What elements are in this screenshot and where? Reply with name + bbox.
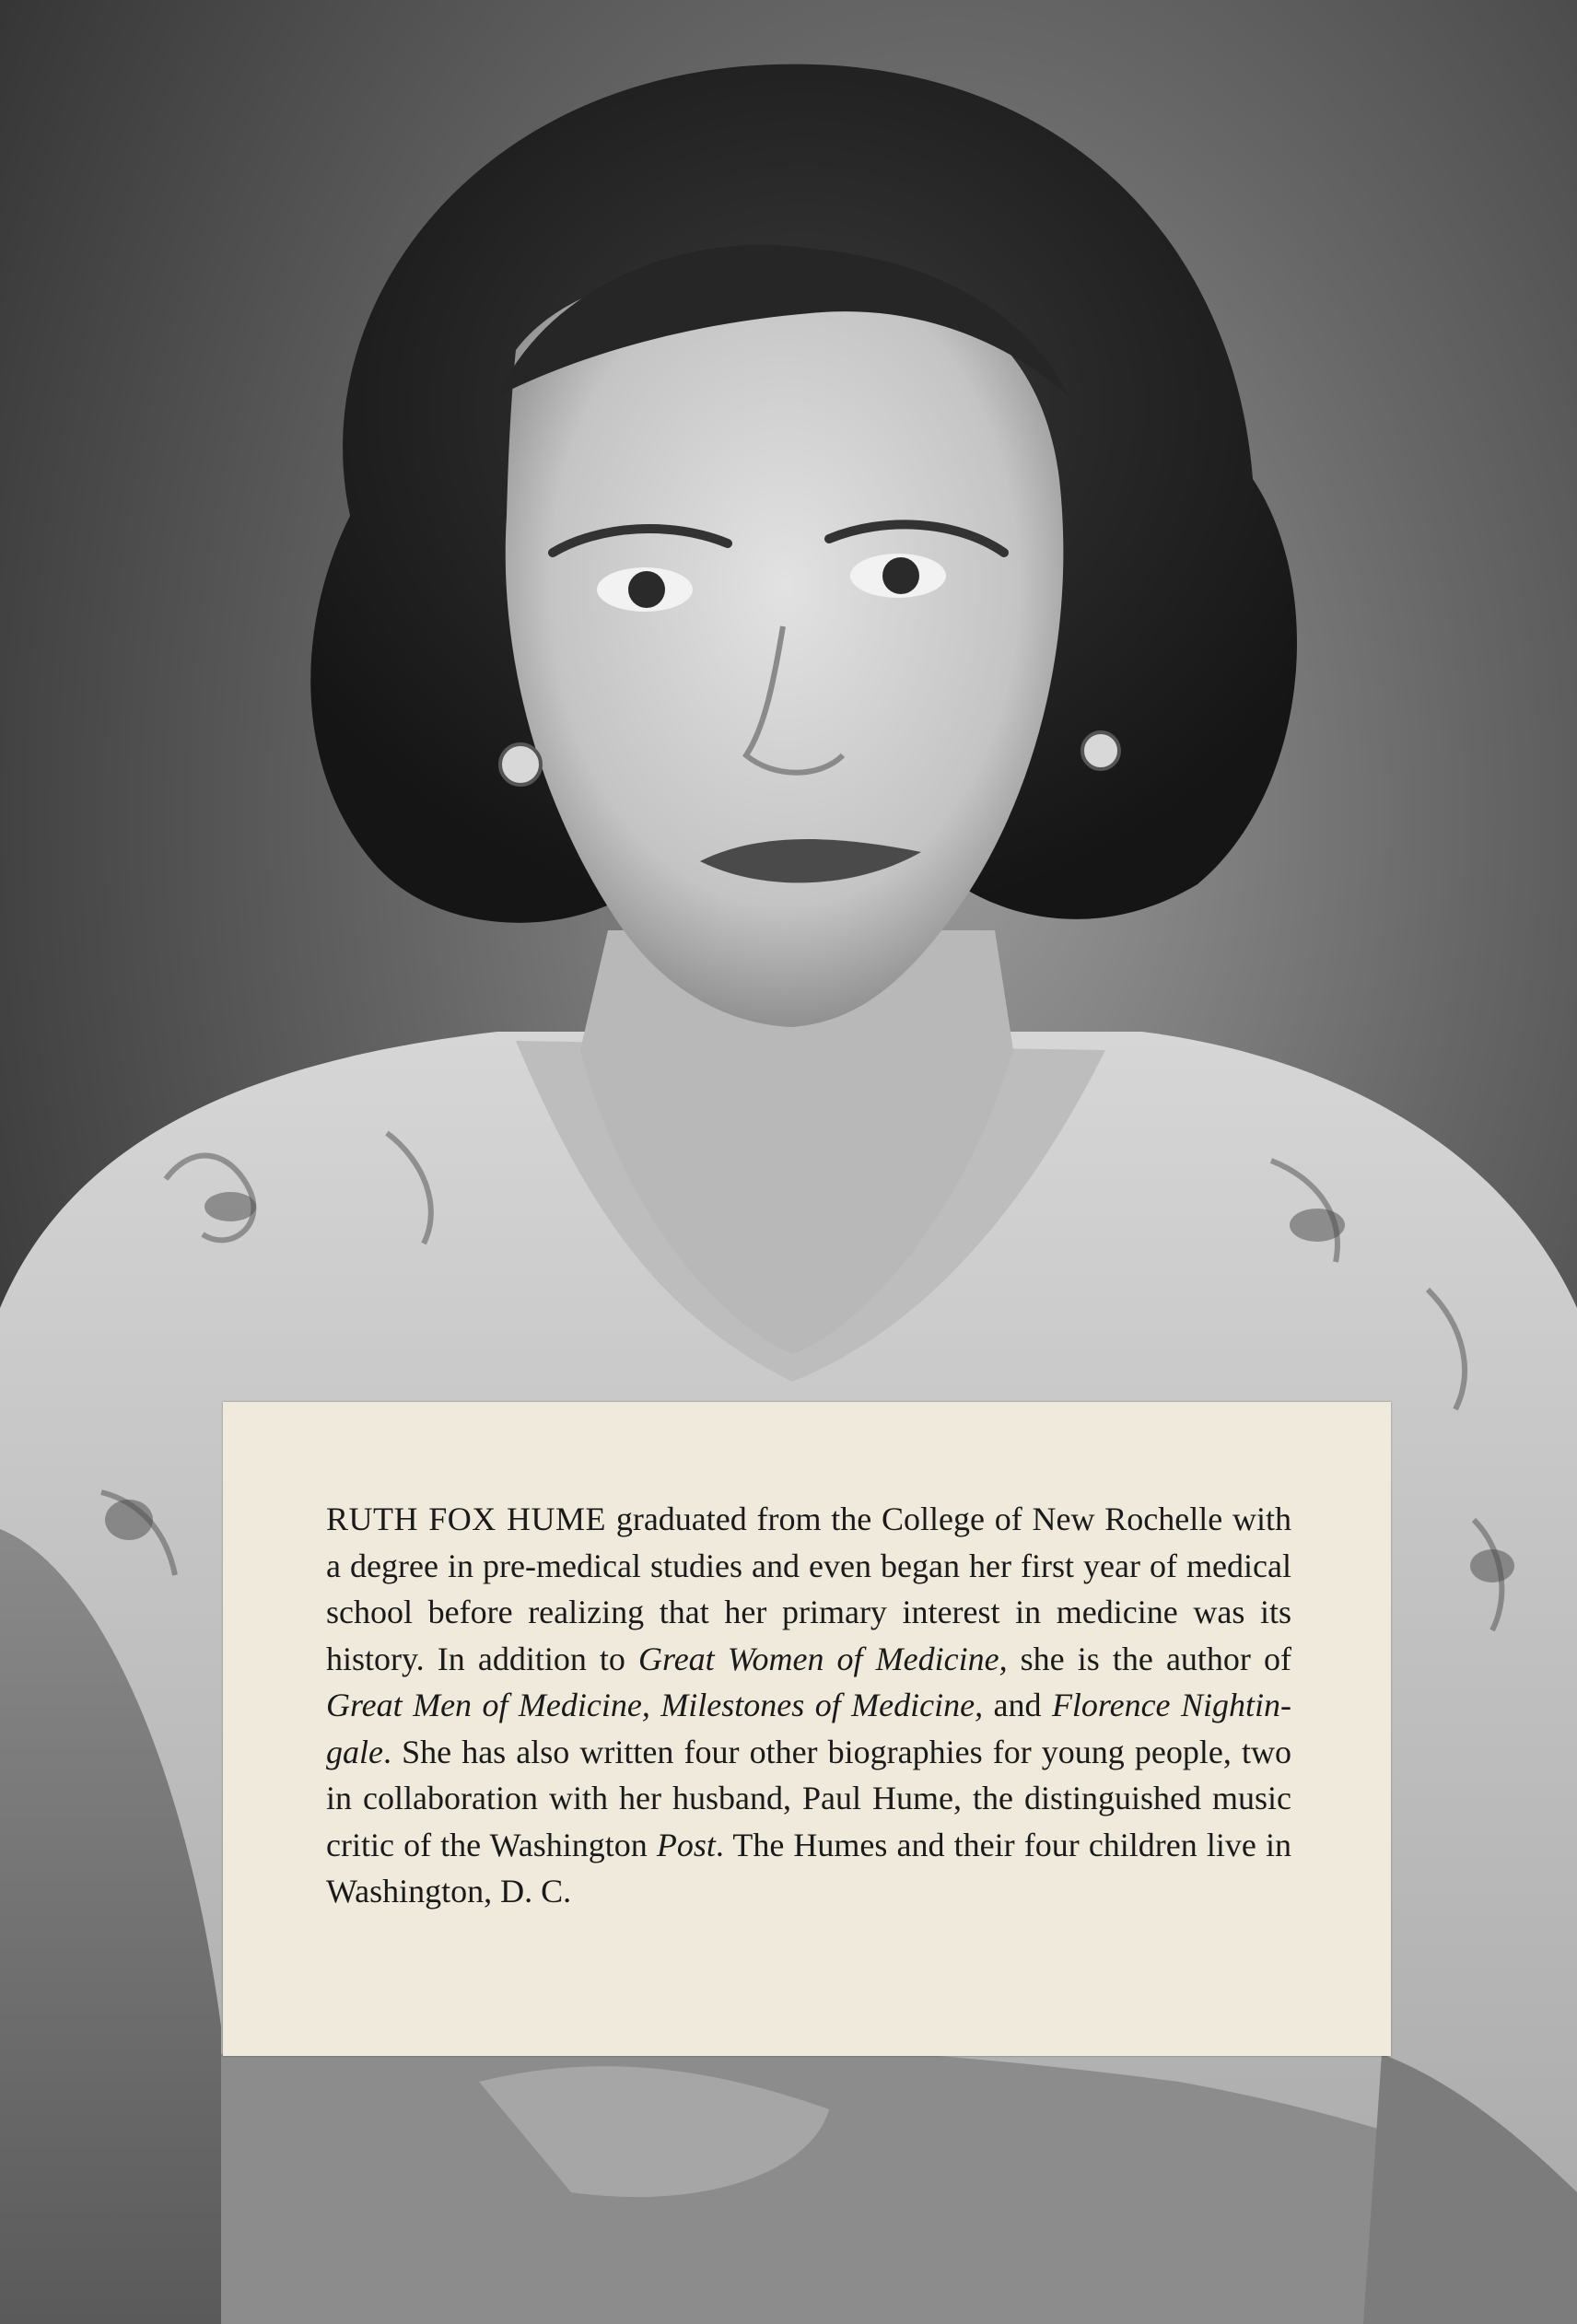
- author-bio-text: [326, 1496, 1291, 1915]
- bio-segment: . She has also written four other biographies for young people, two in collaboration with her husband, Paul Hume, the distinguished music critic of the Washington: [326, 1733, 1291, 1863]
- bio-segment: she is the author of: [1007, 1640, 1292, 1677]
- book-title: Great Women of Medicine,: [638, 1640, 1008, 1677]
- author-bio-card: [223, 1402, 1391, 2056]
- newspaper-title: Post: [656, 1826, 716, 1863]
- book-title: Florence Nightingale: [326, 1687, 1291, 1770]
- book-title: Great Men of Medicine, Milestones of Medicine,: [326, 1687, 984, 1723]
- bio-segment: graduated from the College of New Rochelle with a degree in pre-medical studies and even began her first year of medical school before realizing that her primary interest in medicine was its history. In addition to: [326, 1501, 1291, 1677]
- bio-segment: . The Humes and their four children live in Washington, D. C.: [326, 1826, 1291, 1909]
- bio-segment: and: [983, 1687, 1052, 1723]
- author-name: RUTH FOX HUME: [326, 1501, 607, 1537]
